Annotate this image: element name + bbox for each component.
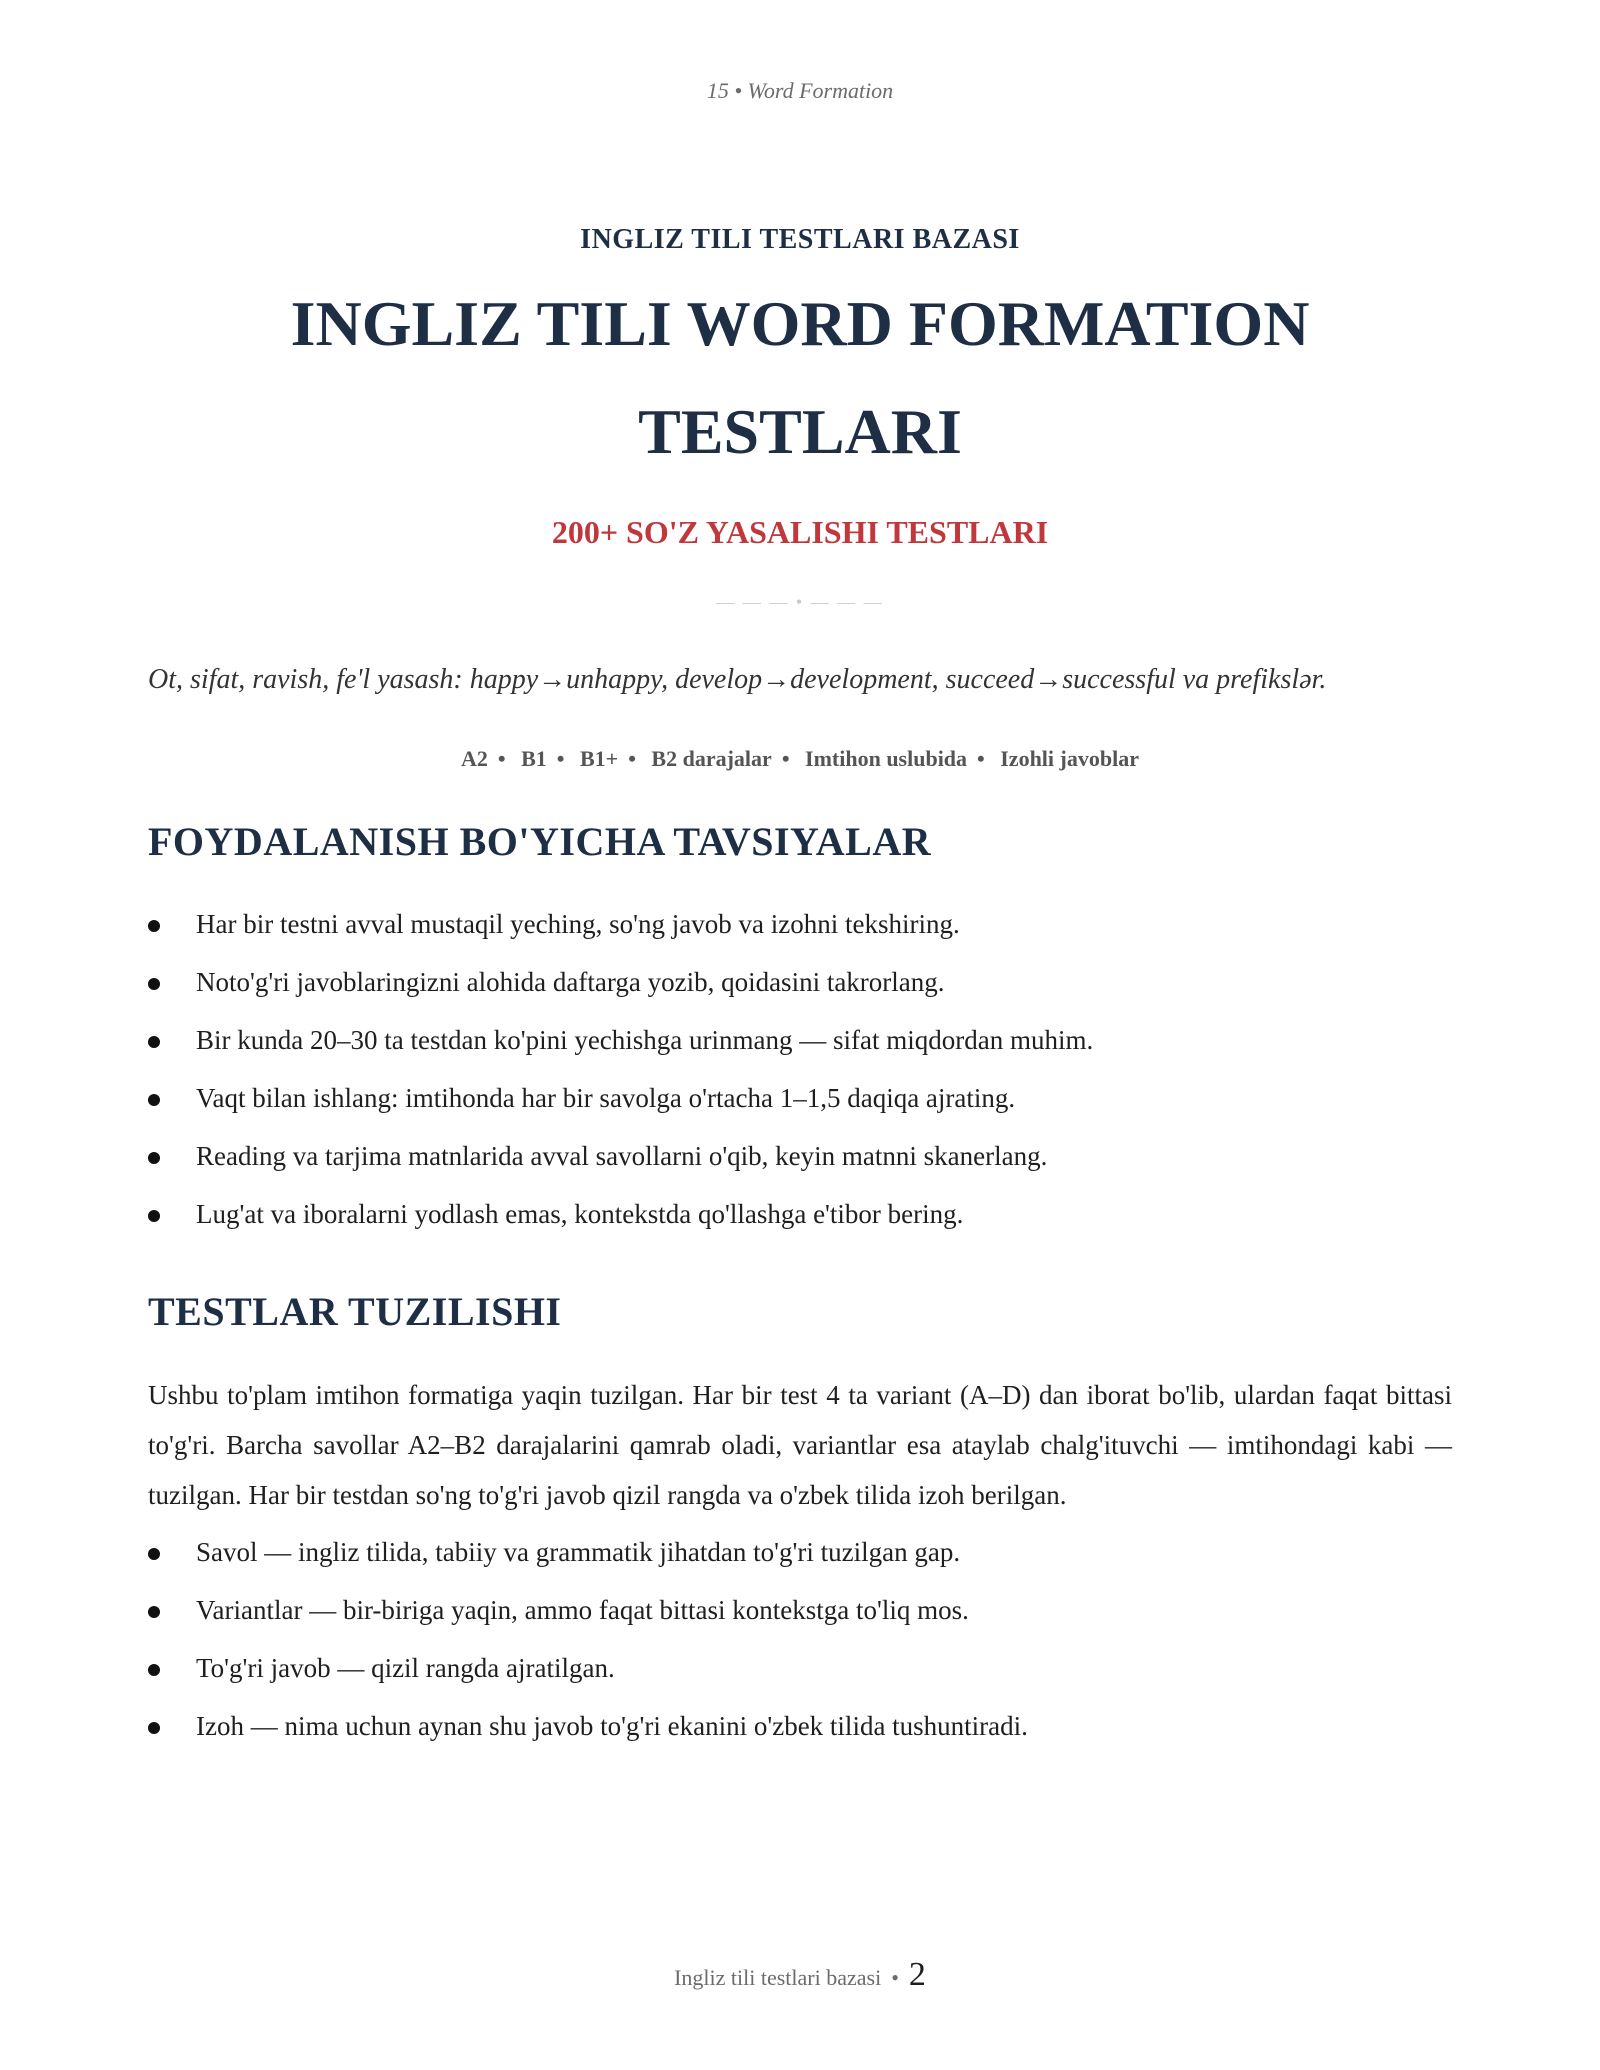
running-header: 15 • Word Formation: [706, 78, 894, 103]
list-item: To'g'ri javob — qizil rangda ajratilgan.: [148, 1648, 1468, 1706]
page-title: [0, 270, 1600, 486]
list-item: Variantlar — bir-biriga yaqin, ammo faqat bittasi kontekstga to'liq mos.: [148, 1590, 1468, 1648]
feature-explained-answers: Izohli javoblar: [1000, 746, 1139, 771]
level-b2: B2 darajalar: [651, 746, 772, 771]
footer-separator: •: [891, 1965, 899, 1990]
bullet-icon: [148, 1606, 160, 1618]
levels-line: A2 • B1 • B1+ • B2 darajalar • Imtihon uslubida • Izohli javoblar: [461, 746, 1139, 771]
level-b1: B1: [521, 746, 547, 771]
footer-label: Ingliz tili testlari bazasi: [674, 1965, 882, 1990]
structure-list: [148, 1532, 1468, 1764]
intro-text: Ot, sifat, ravish, fe'l yasash: happy→unhappy, develop→development, succeed→successful va prefikslər.: [148, 664, 1327, 695]
list-item: Vaqt bilan ishlang: imtihonda har bir savolga o'rtacha 1–1,5 daqiqa ajrating.: [148, 1078, 1468, 1136]
bullet-icon: [148, 1664, 160, 1676]
tips-list: [148, 904, 1468, 1252]
feature-exam-style: Imtihon uslubida: [805, 746, 968, 771]
level-a2: A2: [461, 746, 488, 771]
page-title-line-1: INGLIZ TILI WORD FORMATION: [290, 288, 1310, 359]
cover-subtitle: 200+ SO'Z YASALISHI TESTLARI: [551, 514, 1049, 550]
list-item: Har bir testni avval mustaqil yeching, so'ng javob va izohni tekshiring.: [148, 904, 1468, 962]
list-item: Bir kunda 20–30 ta testdan ko'pini yechishga urinmang — sifat miqdordan muhim.: [148, 1020, 1468, 1078]
decorative-divider: — — — • — — —: [716, 592, 884, 612]
list-item: Savol — ingliz tilida, tabiiy va grammatik jihatdan to'g'ri tuzilgan gap.: [148, 1532, 1468, 1590]
bullet-icon: [148, 1210, 160, 1222]
bullet-icon: [148, 1152, 160, 1164]
structure-paragraph: Ushbu to'plam imtihon formatiga yaqin tuzilgan. Har bir test 4 ta variant (A–D) dan iborat bo'lib, ulardan faqat bittasi to'g'ri. Barcha savollar A2–B2 darajalarini qamrab oladi, variantlar esa ataylab chalg'ituvchi — imtihondagi kabi — tuzilgan. Har bir testdan so'ng to'g'ri javob qizil rangda va o'zbek tilida izoh berilgan.: [148, 1380, 1452, 1510]
bullet-icon: [148, 920, 160, 932]
cover-kicker: INGLIZ TILI TESTLARI BAZASI: [580, 224, 1020, 255]
page-number: 2: [908, 1956, 926, 1993]
level-b1-plus: B1+: [580, 746, 619, 771]
bullet-icon: [148, 1548, 160, 1560]
bullet-icon: [148, 978, 160, 990]
bullet-icon: [148, 1036, 160, 1048]
page-title-line-2: TESTLARI: [638, 396, 962, 467]
structure-heading: TESTLAR TUZILISHI: [148, 1289, 562, 1334]
list-item: Noto'g'ri javoblaringizni alohida daftarga yozib, qoidasini takrorlang.: [148, 962, 1468, 1020]
list-item: Lug'at va iboralarni yodlash emas, kontekstda qo'llashga e'tibor bering.: [148, 1194, 1468, 1252]
list-item: Reading va tarjima matnlarida avval savollarni o'qib, keyin matnni skanerlang.: [148, 1136, 1468, 1194]
bullet-icon: [148, 1094, 160, 1106]
page-footer: [0, 1956, 1600, 1994]
list-item: Izoh — nima uchun aynan shu javob to'g'ri ekanini o'zbek tilida tushuntiradi.: [148, 1706, 1468, 1764]
tips-heading: FOYDALANISH BO'YICHA TAVSIYALAR: [148, 819, 932, 864]
bullet-icon: [148, 1722, 160, 1734]
